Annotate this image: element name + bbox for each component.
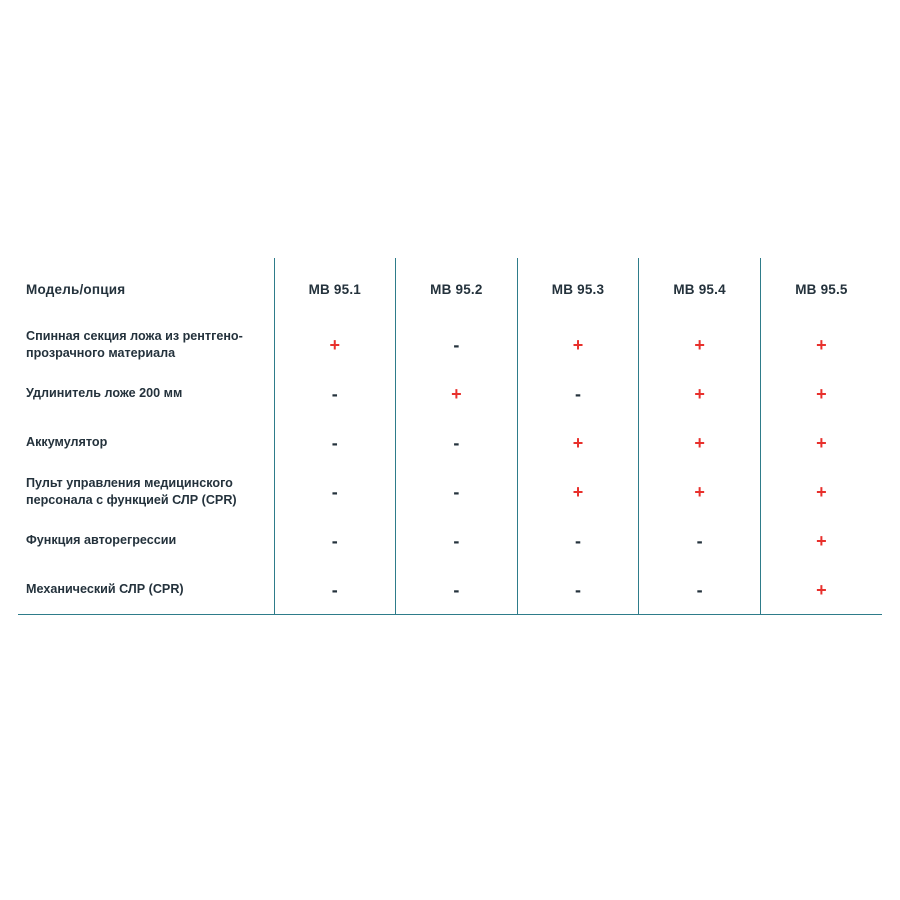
- cell-availability: [274, 418, 396, 467]
- cell-availability: [639, 369, 761, 418]
- option-label: [18, 516, 274, 565]
- cell-availability: [517, 320, 639, 369]
- table-row: [18, 418, 882, 467]
- cell-availability: [517, 467, 639, 516]
- comparison-table-container: [18, 258, 882, 615]
- mark-no-icon: -: [453, 579, 460, 600]
- model-option-comparison-table: [18, 258, 882, 615]
- mark-yes-icon: +: [329, 334, 341, 355]
- mark-no-icon: -: [696, 530, 703, 551]
- mark-no-icon: -: [331, 432, 338, 453]
- option-label-line: Спинная секция ложа из рентгено-: [26, 328, 243, 343]
- mark-no-icon: -: [331, 579, 338, 600]
- cell-availability: [517, 418, 639, 467]
- column-header-option: Модель/опция: [18, 258, 274, 320]
- cell-availability: [639, 467, 761, 516]
- cell-availability: [396, 369, 518, 418]
- cell-availability: [274, 320, 396, 369]
- mark-yes-icon: +: [816, 383, 827, 404]
- mark-yes-icon: +: [694, 481, 705, 502]
- option-label: [18, 467, 274, 516]
- table-row: [18, 516, 882, 565]
- mark-yes-icon: +: [572, 481, 584, 502]
- mark-no-icon: -: [574, 530, 581, 551]
- cell-availability: [760, 369, 882, 418]
- table-row: [18, 320, 882, 369]
- table-header-row: [18, 258, 882, 320]
- option-label: [18, 369, 274, 418]
- cell-availability: [639, 418, 761, 467]
- mark-no-icon: -: [453, 432, 460, 453]
- cell-availability: [760, 320, 882, 369]
- column-header-mb-95-2: MB 95.2: [396, 258, 518, 320]
- cell-availability: [396, 418, 518, 467]
- option-label-line: прозрачного материала: [26, 345, 176, 360]
- mark-yes-icon: +: [816, 334, 827, 355]
- cell-availability: [639, 565, 761, 615]
- mark-no-icon: -: [574, 383, 581, 404]
- mark-no-icon: -: [331, 383, 338, 404]
- cell-availability: [396, 467, 518, 516]
- mark-no-icon: -: [453, 530, 460, 551]
- mark-yes-icon: +: [572, 334, 584, 355]
- option-label-line: Аккумулятор: [26, 435, 108, 450]
- mark-no-icon: -: [453, 334, 460, 355]
- mark-yes-icon: +: [816, 579, 827, 600]
- cell-availability: [760, 467, 882, 516]
- cell-availability: [396, 320, 518, 369]
- option-label-line: Функция авторегрессии: [26, 533, 177, 548]
- cell-availability: [274, 565, 396, 615]
- option-label-line: Механический СЛР (CPR): [26, 582, 184, 597]
- mark-yes-icon: +: [694, 383, 705, 404]
- cell-availability: [274, 369, 396, 418]
- cell-availability: [517, 369, 639, 418]
- mark-no-icon: -: [574, 579, 581, 600]
- table-body: [18, 320, 882, 615]
- mark-no-icon: -: [696, 579, 703, 600]
- column-header-mb-95-3: MB 95.3: [517, 258, 639, 320]
- cell-availability: [639, 320, 761, 369]
- mark-yes-icon: +: [816, 481, 827, 502]
- column-header-mb-95-4: MB 95.4: [639, 258, 761, 320]
- table-row: [18, 467, 882, 516]
- cell-availability: [760, 418, 882, 467]
- option-label: [18, 418, 274, 467]
- column-header-mb-95-5: MB 95.5: [795, 281, 848, 297]
- cell-availability: [274, 516, 396, 565]
- cell-availability: [517, 565, 639, 615]
- mark-yes-icon: +: [694, 334, 705, 355]
- mark-no-icon: -: [331, 481, 338, 502]
- mark-yes-icon: +: [816, 432, 827, 453]
- cell-availability: [396, 565, 518, 615]
- option-label-line: Пульт управления медицинского: [26, 475, 233, 490]
- cell-availability: [517, 516, 639, 565]
- mark-yes-icon: +: [694, 432, 705, 453]
- option-label-line: персонала с функцией СЛР (CPR): [26, 492, 237, 507]
- option-label-line: Удлинитель ложе 200 мм: [26, 386, 183, 401]
- table-header: [18, 258, 882, 320]
- cell-availability: [639, 516, 761, 565]
- mark-yes-icon: +: [816, 530, 827, 551]
- cell-availability: [760, 516, 882, 565]
- table-row: [18, 565, 882, 615]
- cell-availability: [760, 565, 882, 615]
- cell-availability: [274, 467, 396, 516]
- cell-availability: [396, 516, 518, 565]
- option-label: [18, 565, 274, 615]
- mark-yes-icon: +: [451, 383, 462, 404]
- option-label: [18, 320, 274, 369]
- mark-yes-icon: +: [572, 432, 584, 453]
- mark-no-icon: -: [331, 530, 338, 551]
- table-row: [18, 369, 882, 418]
- column-header-mb-95-1: MB 95.1: [274, 258, 396, 320]
- mark-no-icon: -: [453, 481, 460, 502]
